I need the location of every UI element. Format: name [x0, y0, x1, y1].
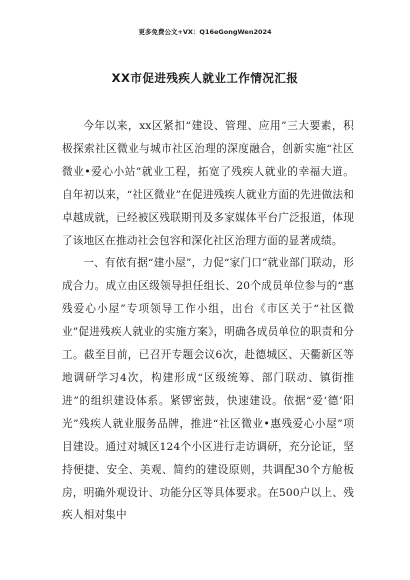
paragraph-section-one: 一、有依有据“建小屋”，力促“家门口”就业部门联动，形成合力。成立由区级领导担任组长、20个成员单位参与的“惠残爱心小屋”专项领导工作小组，出台《市区关于“社区微业”促进残疾人就业的实施方案》，明确各成员单位的职责和分工。截至目前，已召开专题会议6次，赴德城区、天衢新区等地调研学习4次，构建形成“区级统筹、部门联动、镇街推进”的组织建设体系。紧锣密鼓，快速建设。依据“爱‘德’阳光”残疾人就业服务品牌，推进“社区微业•惠残爱心小屋”项目建设。通过对城区124个小区进行走访调研，充分论证，坚持便捷、安全、美观、简约的建设原则，共调配30个方舱板房，明确外观设计、功能分区等具体要求。在500户以上、残疾人相对集中: [62, 257, 354, 522]
header-promo-note: 更多免费公文+VX：Q16eGongWen2024: [138, 28, 272, 36]
document-title: XX市促进残疾人就业工作情况汇报: [111, 71, 299, 85]
document-body: [62, 115, 354, 527]
paragraph-intro: 今年以来，xx区紧扣“建设、管理、应用”三大要素，积极探索社区微业与城市社区治理的深度融合，创新实施“社区微业•爱心小站”就业工程，拓宽了残疾人就业的幸福大道。自年初以来，“社区微业”在促进残疾人就业方面的先进做法和卓越成就，已经被区残联期刊及多家媒体平台广泛报道，体现了该地区在推动社会包容和深化社区治理方面的显著成绩。: [62, 120, 354, 247]
